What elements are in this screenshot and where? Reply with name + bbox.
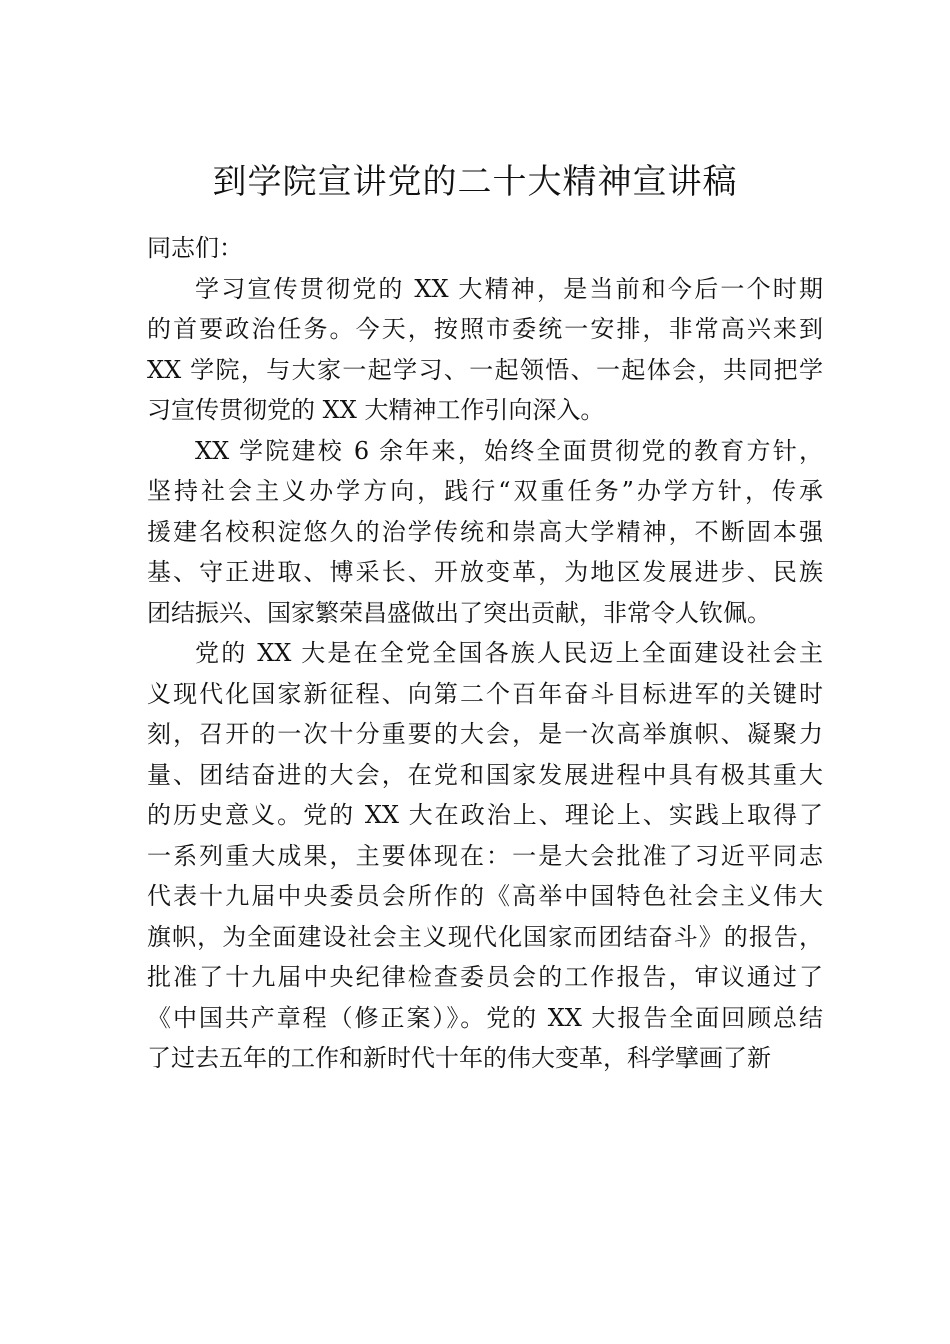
paragraph-line: 的历史意义。党的 XX 大在政治上、理论上、实践上取得了 [147,801,823,829]
paragraph-line: 《中国共产章程（修正案）》。党的 XX 大报告全面回顾总结 [147,1003,823,1032]
paragraph-line: 了过去五年的工作和新时代十年的伟大变革，科学擘画了新 [147,1044,771,1072]
paragraph-line: 党的 XX 大是在全党全国各族人民迈上全面建设社会主 [195,639,823,667]
paragraph-2 [147,431,823,634]
paragraph-line: 一系列重大成果，主要体现在：一是大会批准了习近平同志 [147,841,823,870]
document-title: 到学院宣讲党的二十大精神宣讲稿 [212,162,738,202]
salutation: 同志们： [147,234,243,262]
paragraph-line: XX 学院建校 6 余年来，始终全面贯彻党的教育方针， [195,436,823,465]
paragraph-line: 批准了十九届中央纪律检查委员会的工作报告，审议通过了 [147,963,823,991]
paragraph-3 [147,633,823,1079]
paragraph-line: 团结振兴、国家繁荣昌盛做出了突出贡献，非常令人钦佩。 [147,598,771,627]
document-body [147,228,823,1079]
paragraph-line: 基、守正进取、博采长、开放变革，为地区发展进步、民族 [147,558,823,586]
paragraph-line: 援建名校积淀悠久的治学传统和崇高大学精神，不断固本强 [147,517,823,546]
paragraph-line: 习宣传贯彻党的 XX 大精神工作引向深入。 [147,396,605,424]
paragraph-1 [147,269,823,431]
paragraph-line: 量、团结奋进的大会，在党和国家发展进程中具有极其重大 [147,760,823,789]
paragraph-line: 代表十九届中央委员会所作的《高举中国特色社会主义伟大 [147,882,823,910]
paragraph-line: 义现代化国家新征程、向第二个百年奋斗目标进军的关键时 [147,679,823,708]
paragraph-line: 的首要政治任务。今天，按照市委统一安排，非常高兴来到 [147,315,823,343]
paragraph-line: 旗帜，为全面建设社会主义现代化国家而团结奋斗》的报告， [147,922,823,951]
paragraph-line: 刻，召开的一次十分重要的大会，是一次高举旗帜、凝聚力 [147,720,823,748]
paragraph-line: XX 学院，与大家一起学习、一起领悟、一起体会，共同把学 [147,355,823,384]
paragraph-line: 坚持社会主义办学方向，践行“双重任务”办学方针，传承 [147,477,823,505]
paragraph-line: 学习宣传贯彻党的 XX 大精神，是当前和今后一个时期 [195,274,823,303]
